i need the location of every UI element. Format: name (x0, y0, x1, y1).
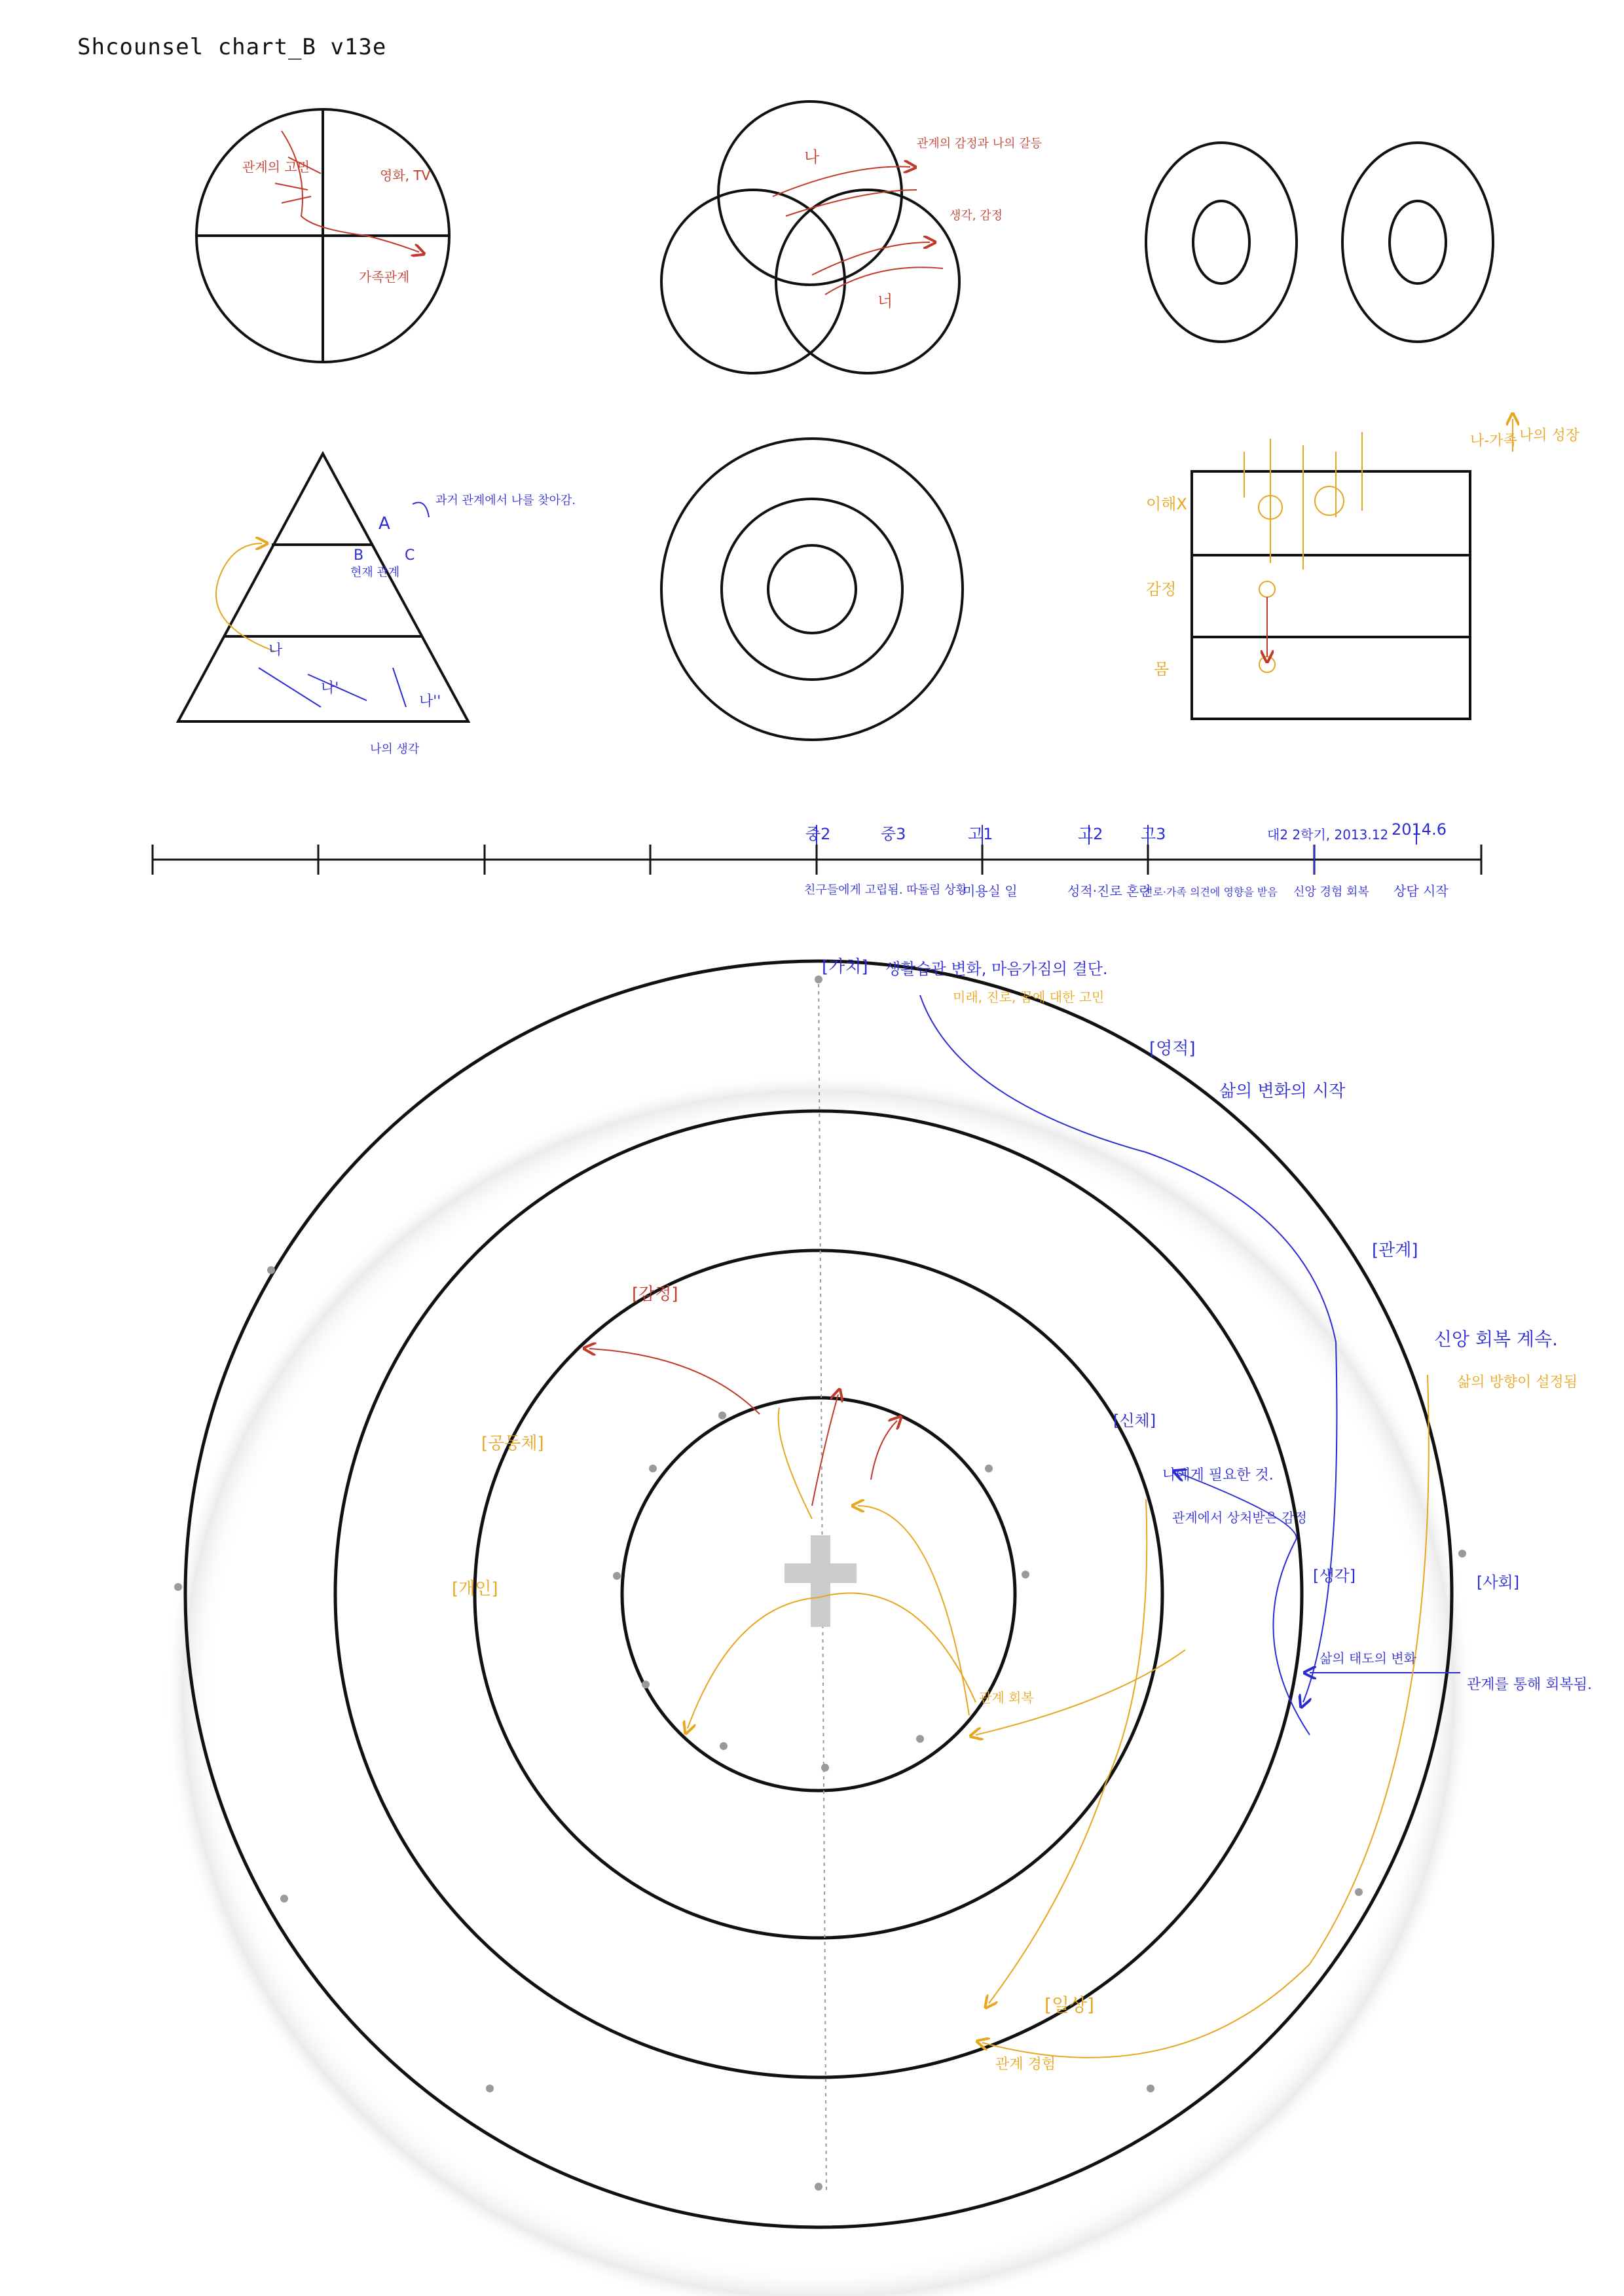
venn-note-d: 생각, 감정 (950, 209, 1003, 223)
orange-note-2: 관계 회복 (979, 1690, 1034, 1705)
blue-note-3: 신앙 회복 계속. (1434, 1328, 1558, 1350)
timeline-label-6: 대2 2학기, 2013.12 (1267, 827, 1389, 843)
blue-note-5: 관계에서 상처받은 감정 (1172, 1510, 1307, 1525)
venn-note-b: 너 (877, 292, 893, 310)
timeline-label-5: 고3 (1141, 825, 1166, 843)
triangle-note-2: 현재 관계 (350, 566, 400, 579)
triangle-label-f: 나'' (419, 693, 441, 710)
blue-note-1: 생활습관 변화, 마음가짐의 결단. (885, 960, 1108, 978)
orange-note-3: 삶의 방향이 설정됨 (1457, 1374, 1578, 1391)
timeline (153, 820, 1481, 899)
bar-row-label-2: 감정 (1146, 580, 1177, 598)
bar-row-label-1: 이해X (1146, 495, 1187, 513)
timeline-label-7: 2014.6 (1392, 820, 1447, 839)
quadrant-note-2: 영화, TV (380, 168, 431, 183)
timeline-label-1: 중2 (805, 825, 831, 843)
concentric-circles (661, 439, 963, 740)
blue-note-2: 삶의 변화의 시작 (1219, 1082, 1346, 1101)
quadrant-diagram (196, 109, 449, 362)
timeline-note-3: 성적·진로 혼란 (1067, 883, 1152, 899)
ring-label-3: [관계] (1372, 1241, 1418, 1260)
ring-label-5: [공동체] (481, 1434, 544, 1453)
orange-note-4: 관계 경험 (995, 2056, 1056, 2073)
counsel-rings (164, 957, 1592, 2296)
orange-note-1: 미래, 진로, 꿈에 대한 고민 (953, 989, 1105, 1005)
ring-label-6: [감정] (632, 1285, 678, 1304)
timeline-note-5: 신앙 경험 회복 (1293, 885, 1369, 899)
ring-label-1: [가치] (822, 957, 868, 977)
timeline-label-3: 고1 (968, 825, 993, 843)
triangle-note-3: 나의 생각 (370, 742, 420, 756)
ring-label-9: [생각] (1313, 1567, 1356, 1585)
ring-label-2: [영적] (1149, 1039, 1196, 1059)
timeline-label-2: 중3 (881, 825, 906, 843)
timeline-note-4: 진로·가족 의견에 영향을 받음 (1143, 886, 1278, 898)
triangle-label-a: A (378, 514, 390, 534)
double-ovals (1146, 143, 1493, 342)
quadrant-note-3: 가족관계 (359, 269, 410, 285)
timeline-label-4: 고2 (1078, 825, 1103, 843)
triangle-label-d: 나 (268, 642, 283, 659)
bar-note-2: 나의 성장 (1519, 428, 1580, 444)
triangle-label-b: B (354, 547, 364, 564)
blue-note-7: 관계를 통해 회복됨. (1467, 1677, 1592, 1693)
triangle-label-c: C (405, 547, 415, 564)
blue-note-4: 나에게 필요한 것. (1162, 1467, 1274, 1484)
venn-diagram (661, 101, 1042, 373)
venn-note-a: 나 (804, 148, 820, 166)
blue-note-6: 삶의 태도의 변화 (1320, 1650, 1416, 1666)
timeline-note-6: 상담 시작 (1393, 883, 1449, 899)
ring-label-7: [신체] (1113, 1412, 1156, 1430)
triangle-diagram (178, 454, 576, 756)
triangle-label-e: 나' (321, 680, 339, 697)
timeline-note-2: 미용실 일 (963, 883, 1018, 899)
ring-label-4: [개인] (452, 1579, 498, 1599)
venn-note-c: 관계의 감정과 나의 갈등 (917, 137, 1043, 151)
timeline-note-1: 친구들에게 고립됨. 따돌림 상황 (804, 883, 967, 897)
quadrant-note-1: 관계의 고민 (242, 159, 310, 175)
ring-label-10: [사회] (1477, 1573, 1520, 1592)
triangle-note-1: 과거 관계에서 나를 찾아감. (435, 494, 576, 507)
ring-label-8: [일상] (1044, 1994, 1094, 2016)
page-title: Shcounsel chart_B v13e (77, 34, 387, 60)
bar-box-diagram (1146, 419, 1580, 719)
bar-row-label-3: 몸 (1154, 660, 1170, 678)
bar-note-1: 나-가족 (1470, 433, 1517, 449)
